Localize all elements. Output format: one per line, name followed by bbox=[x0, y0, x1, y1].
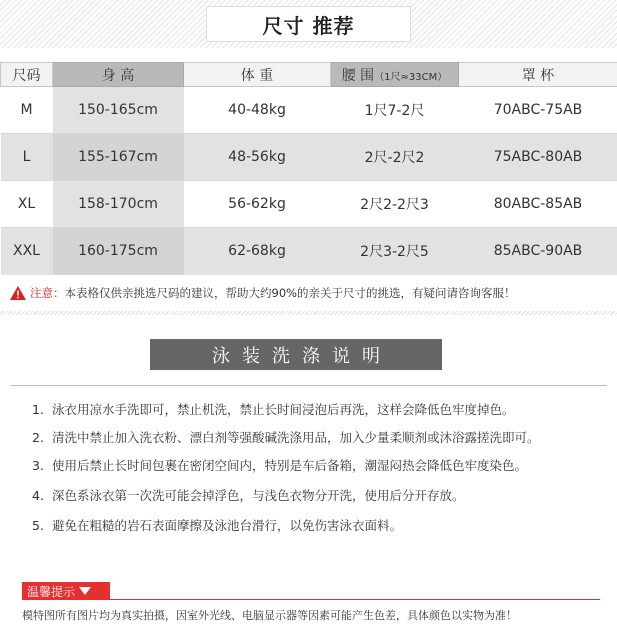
header-size: 尺码 bbox=[1, 63, 53, 87]
cell-weight: 56-62kg bbox=[184, 181, 331, 228]
cell-waist: 2尺-2尺2 bbox=[331, 134, 459, 181]
cell-size: M bbox=[1, 87, 53, 134]
header-cup: 罩 杯 bbox=[459, 63, 617, 87]
list-item-number: 4. bbox=[32, 488, 44, 503]
note-text: 本表格仅供亲挑选尺码的建议，帮助大约90%的亲关于尺寸的挑选，有疑问请咨询客服！ bbox=[64, 286, 516, 300]
list-item-number: 5. bbox=[32, 518, 44, 533]
wash-instructions-list bbox=[32, 398, 612, 537]
size-table bbox=[0, 62, 617, 275]
wash-section-title: 泳装洗涤说明 bbox=[150, 339, 442, 370]
caret-down-icon bbox=[79, 587, 91, 595]
cell-cup: 75ABC-80AB bbox=[459, 134, 617, 181]
cell-weight: 40-48kg bbox=[184, 87, 331, 134]
size-note bbox=[10, 285, 516, 301]
list-item bbox=[32, 514, 612, 537]
cell-height: 155-167cm bbox=[53, 134, 184, 181]
table-row bbox=[1, 228, 617, 275]
cell-height: 160-175cm bbox=[53, 228, 184, 275]
list-item-number: 3. bbox=[32, 458, 44, 473]
table-row bbox=[1, 87, 617, 134]
table-header-row bbox=[1, 63, 617, 87]
cell-weight: 62-68kg bbox=[184, 228, 331, 275]
cell-size: L bbox=[1, 134, 53, 181]
section-divider bbox=[0, 311, 617, 315]
cell-cup: 70ABC-75AB bbox=[459, 87, 617, 134]
list-item bbox=[32, 426, 612, 449]
header-waist-unit: （1尺≈33CM） bbox=[374, 71, 448, 83]
cell-weight: 48-56kg bbox=[184, 134, 331, 181]
list-item-text: 深色系泳衣第一次洗可能会掉浮色，与浅色衣物分开洗，使用后分开存放。 bbox=[52, 488, 465, 503]
list-item-number: 1. bbox=[32, 402, 44, 417]
cell-waist: 1尺7-2尺 bbox=[331, 87, 459, 134]
cell-height: 150-165cm bbox=[53, 87, 184, 134]
note-label: 注意： bbox=[30, 286, 65, 300]
cell-waist: 2尺2-2尺3 bbox=[331, 181, 459, 228]
list-item bbox=[32, 454, 612, 477]
cell-cup: 80ABC-85AB bbox=[459, 181, 617, 228]
tip-label: 温馨提示 bbox=[27, 584, 76, 599]
list-item bbox=[32, 398, 612, 421]
warning-triangle-icon bbox=[10, 286, 26, 300]
tip-badge bbox=[22, 582, 110, 600]
header-waist-label: 腰 围 bbox=[341, 67, 375, 84]
header-weight: 体 重 bbox=[184, 63, 331, 87]
list-item-text: 避免在粗糙的岩石表面摩擦及泳池台滑行，以免伤害泳衣面料。 bbox=[52, 518, 403, 533]
table-row bbox=[1, 134, 617, 181]
list-item-text: 泳衣用凉水手洗即可，禁止机洗，禁止长时间浸泡后再洗，这样会降低色牢度掉色。 bbox=[52, 402, 515, 417]
list-item-text: 清洗中禁止加入洗衣粉、漂白剂等强酸碱洗涤用品，加入少量柔顺剂或沐浴露搓洗即可。 bbox=[52, 430, 540, 445]
header-band bbox=[0, 0, 617, 48]
cell-size: XL bbox=[1, 181, 53, 228]
tip-underline bbox=[110, 599, 600, 600]
header-waist bbox=[331, 63, 459, 87]
list-item-text: 使用后禁止长时间包裹在密闭空间内，特别是车后备箱，潮湿闷热会降低色牢度染色。 bbox=[52, 458, 528, 473]
header-height: 身 高 bbox=[53, 63, 184, 87]
cell-height: 158-170cm bbox=[53, 181, 184, 228]
cell-waist: 2尺3-2尺5 bbox=[331, 228, 459, 275]
page-title: 尺寸 推荐 bbox=[206, 6, 411, 42]
list-item-number: 2. bbox=[32, 430, 44, 445]
list-item bbox=[32, 484, 612, 507]
cell-size: XXL bbox=[1, 228, 53, 275]
table-row bbox=[1, 181, 617, 228]
tip-text: 模特图所有图片均为真实拍摄，因室外光线、电脑显示器等因素可能产生色差，具体颜色以实物为准！ bbox=[22, 609, 517, 622]
wash-divider bbox=[10, 385, 607, 386]
cell-cup: 85ABC-90AB bbox=[459, 228, 617, 275]
